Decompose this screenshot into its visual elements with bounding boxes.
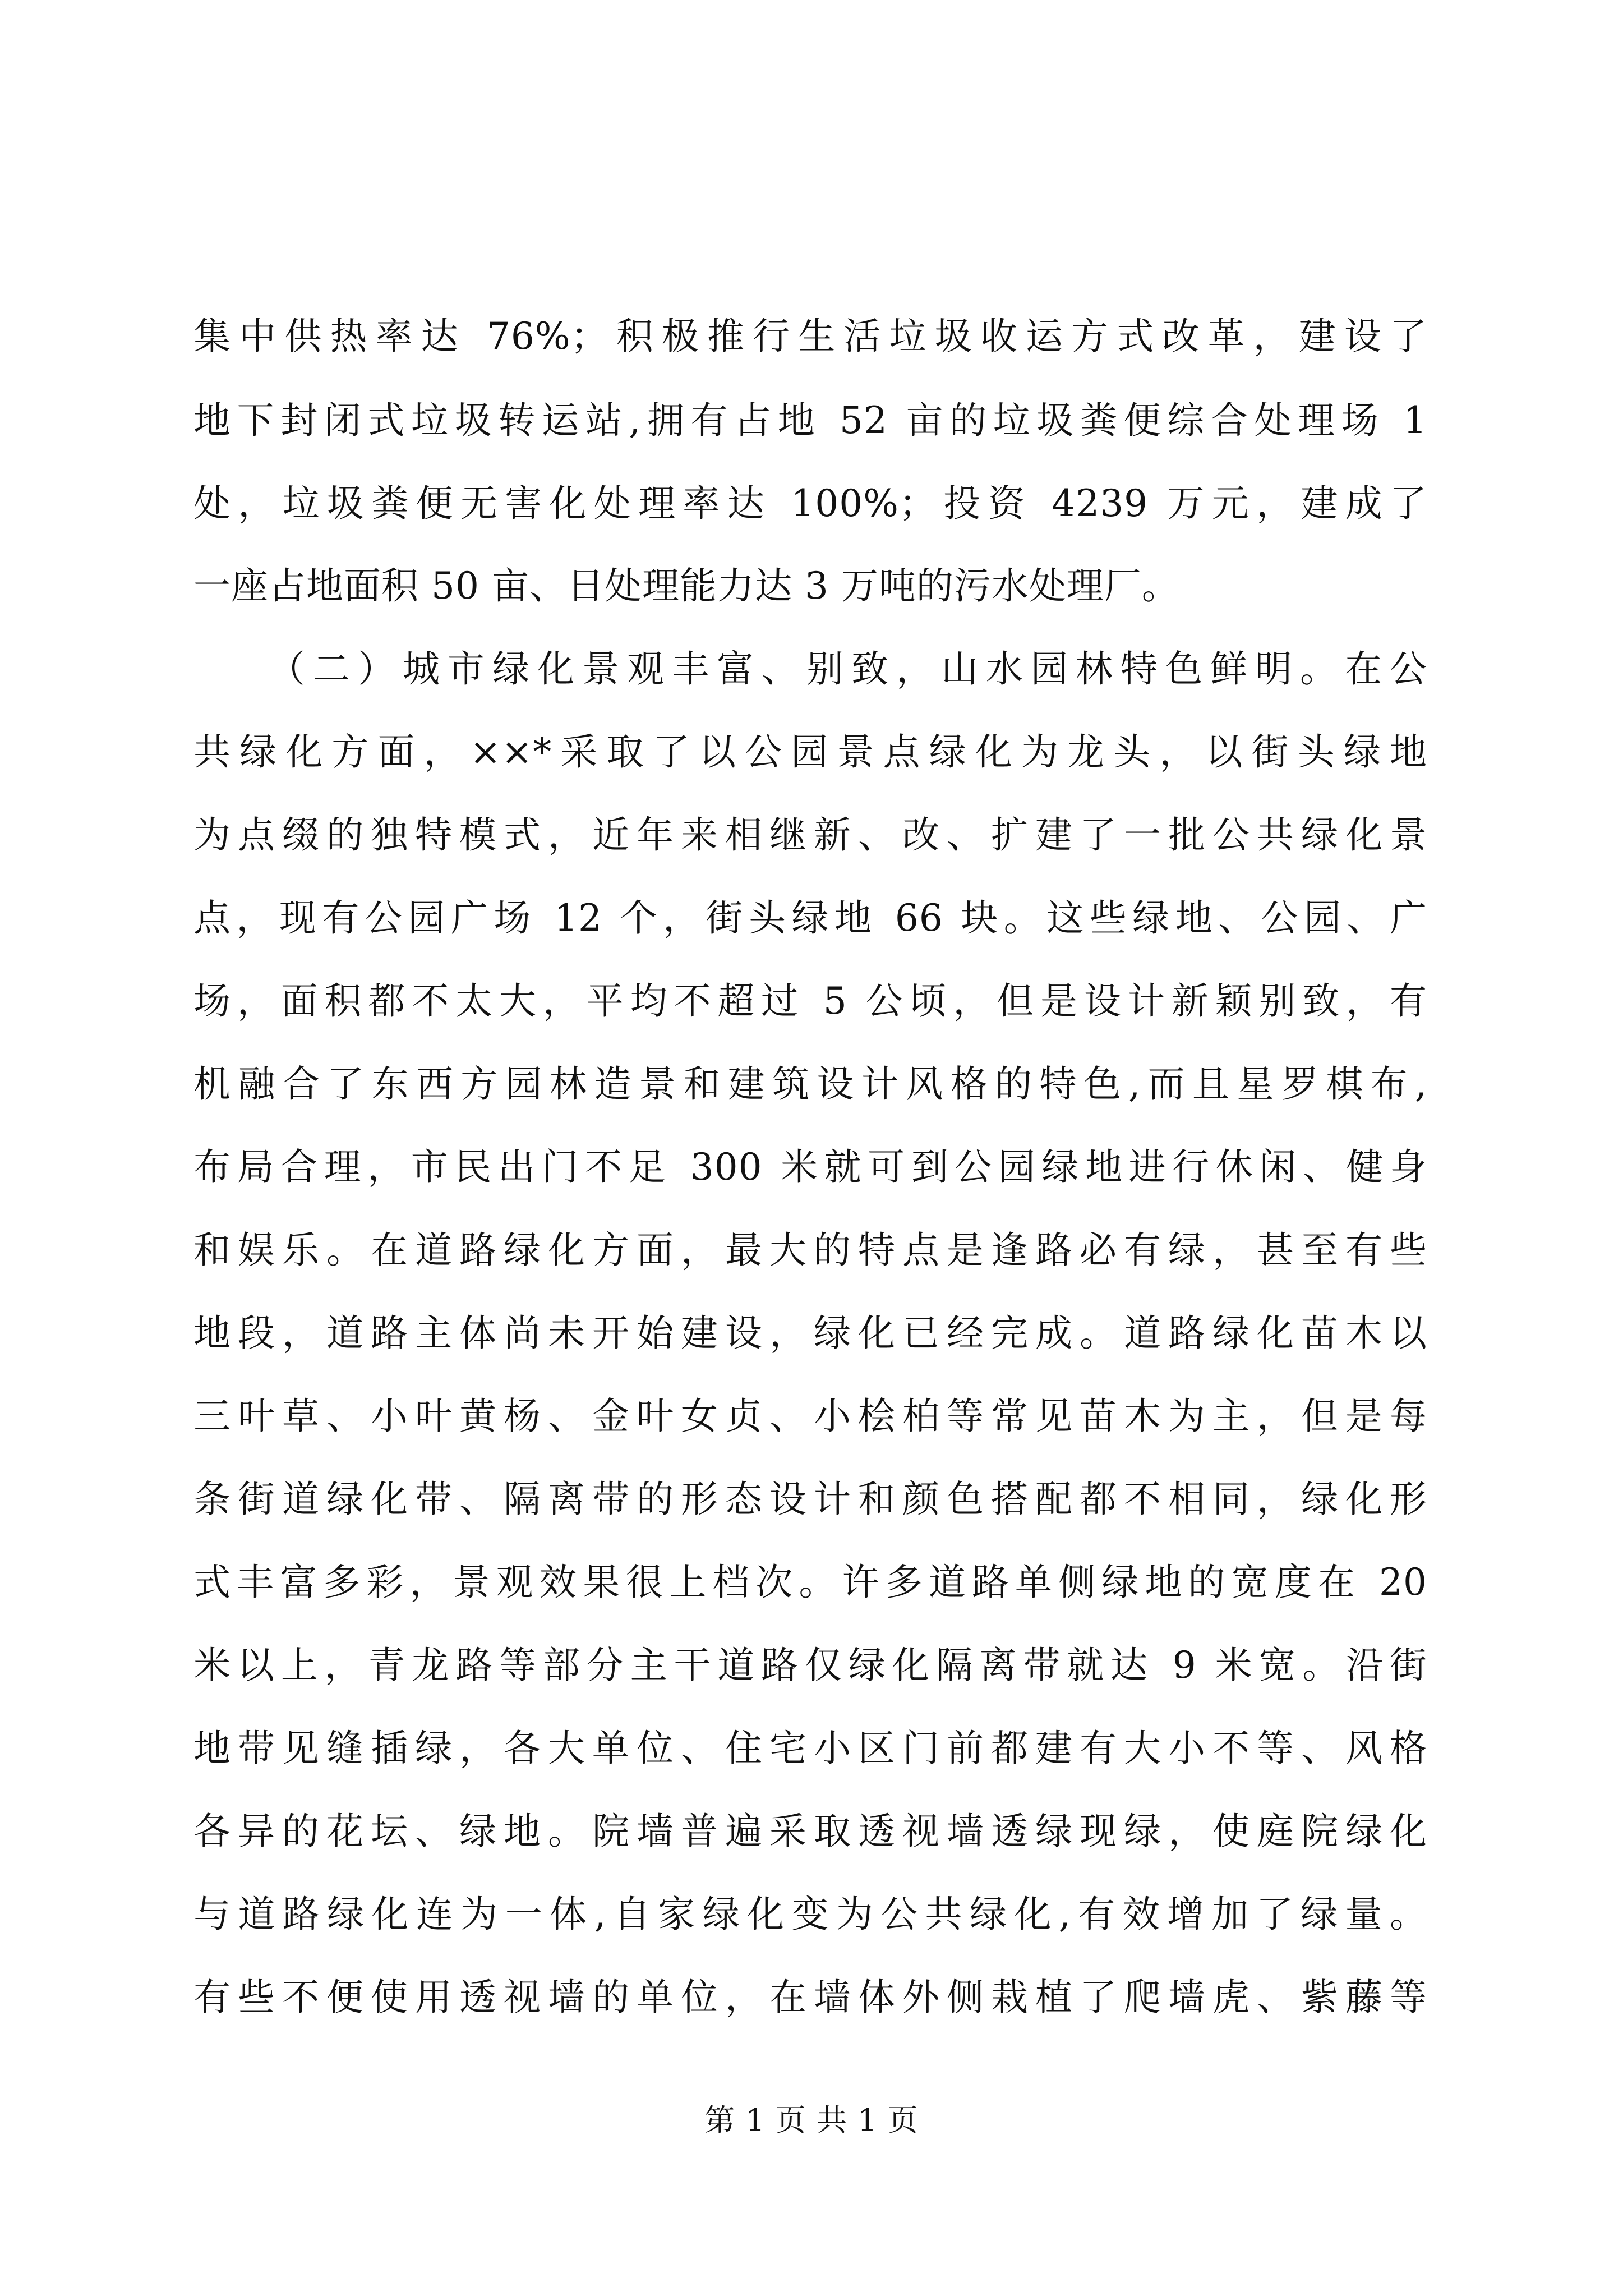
text-line: 集中供热率达 76%；积极推行生活垃圾收运方式改革，建设了 bbox=[193, 315, 1427, 358]
text-line: 有些不便使用透视墙的单位，在墙体外侧栽植了爬墙虎、紫藤等 bbox=[193, 1976, 1427, 2019]
text-line: 和娱乐。在道路绿化方面，最大的特点是逢路必有绿，甚至有些 bbox=[193, 1228, 1427, 1272]
text-line: （二）城市绿化景观丰富、别致，山水园林特色鲜明。在公 bbox=[268, 647, 1427, 691]
text-line: 米以上，青龙路等部分主干道路仅绿化隔离带就达 9 米宽。沿街 bbox=[193, 1644, 1427, 1687]
text-line: 与道路绿化连为一体,自家绿化变为公共绿化,有效增加了绿量。 bbox=[193, 1893, 1427, 1936]
text-line: 一座占地面积 50 亩、日处理能力达 3 万吨的污水处理厂。 bbox=[193, 564, 1179, 608]
text-line: 地带见缝插绿，各大单位、住宅小区门前都建有大小不等、风格 bbox=[193, 1727, 1427, 1770]
text-line: 共绿化方面，××*采取了以公园景点绿化为龙头，以街头绿地 bbox=[193, 730, 1427, 774]
text-line: 布局合理，市民出门不足 300 米就可到公园绿地进行休闲、健身 bbox=[193, 1145, 1427, 1189]
text-line: 式丰富多彩，景观效果很上档次。许多道路单侧绿地的宽度在 20 bbox=[193, 1561, 1427, 1604]
text-line: 点，现有公园广场 12 个，街头绿地 66 块。这些绿地、公园、广 bbox=[193, 896, 1427, 940]
text-line: 机融合了东西方园林造景和建筑设计风格的特色,而且星罗棋布, bbox=[193, 1062, 1427, 1106]
text-line: 为点缀的独特模式，近年来相继新、改、扩建了一批公共绿化景 bbox=[193, 813, 1427, 857]
page-number-footer: 第 1 页 共 1 页 bbox=[704, 2102, 919, 2138]
text-line: 场，面积都不太大，平均不超过 5 公顷，但是设计新颖别致，有 bbox=[193, 979, 1427, 1023]
text-line: 三叶草、小叶黄杨、金叶女贞、小桧柏等常见苗木为主，但是每 bbox=[193, 1395, 1427, 1438]
text-line: 条街道绿化带、隔离带的形态设计和颜色搭配都不相同，绿化形 bbox=[193, 1478, 1427, 1521]
text-line: 各异的花坛、绿地。院墙普遍采取透视墙透绿现绿，使庭院绿化 bbox=[193, 1810, 1427, 1853]
text-line: 处，垃圾粪便无害化处理率达 100%；投资 4239 万元，建成了 bbox=[193, 482, 1427, 525]
text-line: 地段，道路主体尚未开始建设，绿化已经完成。道路绿化苗木以 bbox=[193, 1312, 1427, 1355]
text-line: 地下封闭式垃圾转运站,拥有占地 52 亩的垃圾粪便综合处理场 1 bbox=[193, 399, 1427, 442]
